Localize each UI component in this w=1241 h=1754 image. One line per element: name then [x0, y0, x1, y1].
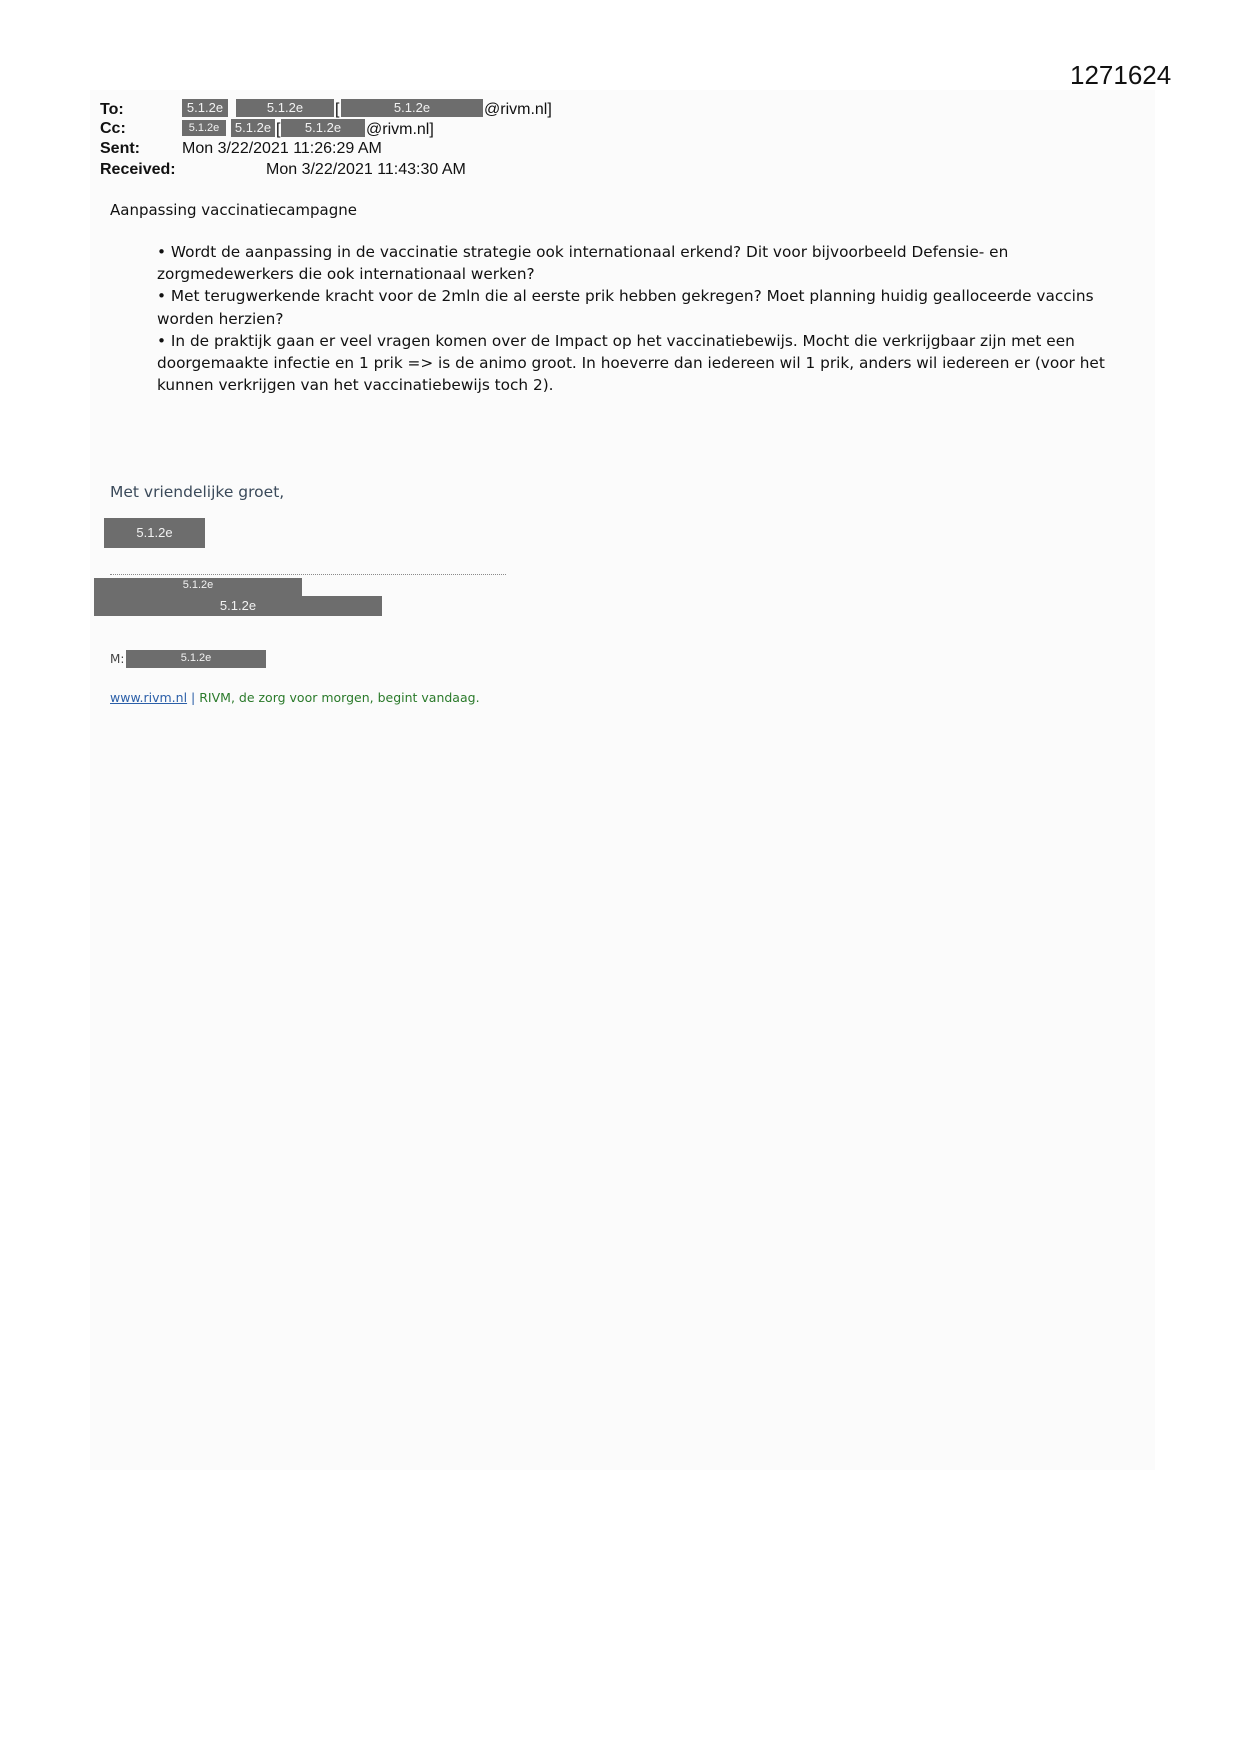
- bullet-item: • Wordt de aanpassing in de vaccinatie strategie ook internationaal erkend? Dit voor bijvoorbeeld Defensie- en zorgmedewerkers die ook internationaal werken?: [157, 243, 1009, 284]
- sent-value: Mon 3/22/2021 11:26:29 AM: [182, 140, 382, 157]
- bullet-list: [157, 241, 1142, 396]
- mobile-label: M:: [110, 652, 125, 666]
- signature-name-redaction: 5.1.2e: [104, 518, 205, 548]
- signature-org-redaction: 5.1.2e: [94, 596, 382, 616]
- document-number: 1271624: [1070, 60, 1172, 90]
- email-subject: Aanpassing vaccinatiecampagne: [110, 201, 357, 219]
- mobile-number-redaction: 5.1.2e: [126, 650, 266, 668]
- signature-title-redaction: 5.1.2e: [94, 578, 302, 596]
- closing-greeting: Met vriendelijke groet,: [110, 483, 285, 501]
- cc-bracket: [: [276, 121, 281, 138]
- sent-label: Sent:: [100, 140, 140, 157]
- to-bracket: [: [335, 101, 340, 118]
- footer-separator: |: [187, 690, 200, 705]
- cc-redaction-2: 5.1.2e: [231, 119, 275, 137]
- cc-redaction-1: 5.1.2e: [182, 120, 226, 136]
- to-label: To:: [100, 101, 124, 118]
- to-email-suffix: @rivm.nl]: [484, 101, 552, 118]
- bullet-item: • In de praktijk gaan er veel vragen komen over de Impact op het vaccinatiebewijs. Mocht die verkrijgbaar zijn met een doorgemaakte infectie en 1 prik => is de animo groot. In hoeverre dan iedereen wil 1 prik, anders wil iedereen er (voor het kunnen verkrijgen van het vaccinatiebewijs toch 2).: [157, 331, 1105, 395]
- received-label: Received:: [100, 161, 176, 178]
- signature-divider: [110, 574, 506, 575]
- footer-tagline: RIVM, de zorg voor morgen, begint vandaag.: [199, 690, 480, 705]
- bullet-item: • Met terugwerkende kracht voor de 2mln die al eerste prik hebben gekregen? Moet planning huidig gealloceerde vaccins worden herzien?: [157, 287, 1094, 328]
- cc-redaction-3: 5.1.2e: [281, 119, 365, 137]
- to-redaction-1: 5.1.2e: [182, 99, 228, 117]
- cc-email-suffix: @rivm.nl]: [366, 121, 434, 138]
- website-link[interactable]: www.rivm.nl: [110, 690, 188, 705]
- mobile-line: [110, 652, 124, 666]
- to-redaction-3: 5.1.2e: [341, 99, 483, 117]
- cc-label: Cc:: [100, 120, 126, 137]
- to-redaction-2: 5.1.2e: [236, 99, 334, 117]
- received-value: Mon 3/22/2021 11:43:30 AM: [266, 161, 466, 178]
- signature-footer: [110, 690, 480, 705]
